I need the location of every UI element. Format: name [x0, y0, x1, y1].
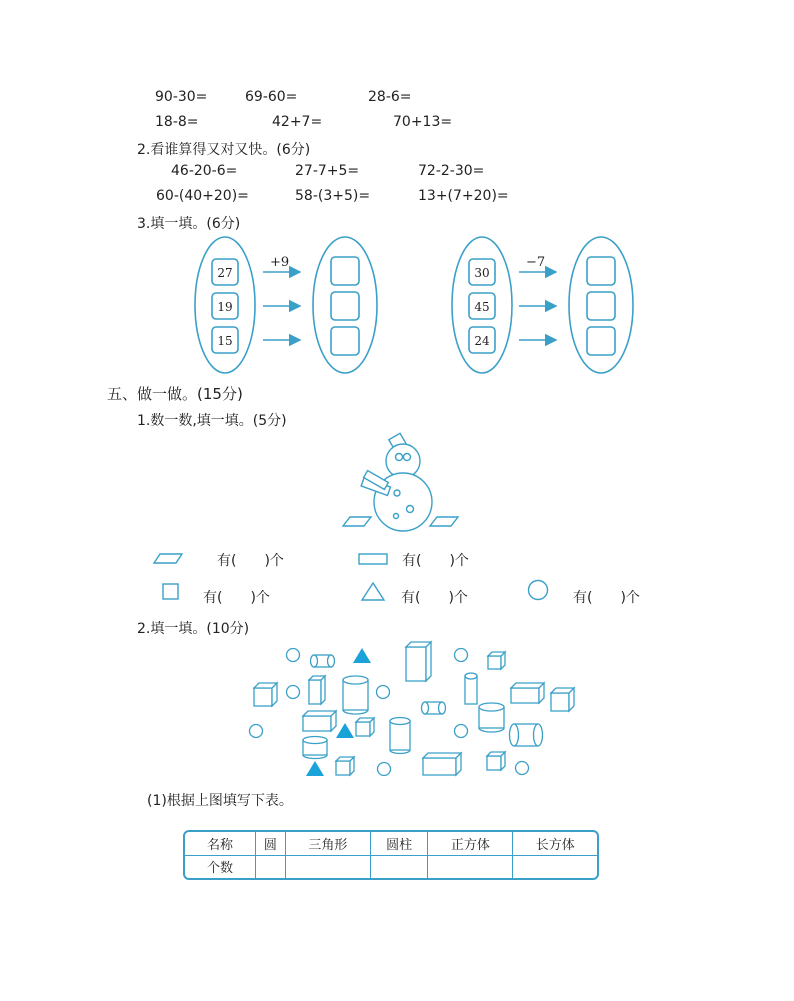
cylinder-shape — [390, 718, 410, 754]
equation-4: 18-8= — [155, 114, 199, 130]
button-circle — [394, 490, 400, 496]
cuboid-shape — [303, 711, 336, 731]
sub-question-1: (1)根据上图填写下表。 — [147, 793, 293, 809]
circle-shape — [287, 686, 300, 699]
equation-12: 13+(7+20)= — [418, 188, 509, 204]
circle-shape — [287, 649, 300, 662]
answer-cell-triangle[interactable] — [285, 855, 370, 878]
count-square[interactable]: 有( )个 — [203, 590, 270, 606]
eye-circle — [404, 454, 411, 461]
question-2-title: 2.看谁算得又对又快。(6分) — [137, 142, 311, 158]
cylinder-shape — [343, 676, 368, 714]
circle-shape — [378, 763, 391, 776]
cuboid-shape — [423, 753, 461, 775]
scattered-shapes — [250, 642, 575, 776]
cylinder-shape — [422, 702, 446, 714]
answer-cell-cuboid[interactable] — [513, 855, 597, 878]
square-icon — [163, 584, 178, 599]
table-row-label: 个数 — [185, 855, 256, 878]
equation-2: 69-60= — [245, 89, 298, 105]
equation-10: 60-(40+20)= — [156, 188, 249, 204]
answer-box[interactable] — [587, 292, 615, 320]
answer-cell-circle[interactable] — [256, 855, 286, 878]
input-value: 19 — [217, 300, 233, 314]
cube-shape — [487, 752, 505, 770]
table-header: 圆柱 — [370, 832, 427, 855]
table-header: 长方体 — [513, 832, 597, 855]
answer-box[interactable] — [331, 327, 359, 355]
button-circle — [394, 514, 399, 519]
ground-parallelogram — [343, 517, 371, 526]
question-1-title: 1.数一数,填一填。(5分) — [137, 413, 287, 429]
equation-7: 46-20-6= — [171, 163, 238, 179]
answer-box[interactable] — [331, 292, 359, 320]
question-3-title: 3.填一填。(6分) — [137, 216, 241, 232]
answer-box[interactable] — [331, 257, 359, 285]
count-triangle[interactable]: 有( )个 — [401, 590, 468, 606]
cube-shape — [254, 683, 277, 706]
count-rectangle[interactable]: 有( )个 — [402, 553, 469, 569]
eye-circle — [396, 454, 403, 461]
equation-5: 42+7= — [272, 114, 323, 130]
question-2-title-b: 2.填一填。(10分) — [137, 621, 250, 637]
circle-shape — [455, 649, 468, 662]
shape-count-table — [183, 830, 599, 880]
cube-shape — [551, 688, 574, 711]
equation-3: 28-6= — [368, 89, 412, 105]
cylinder-shape — [465, 673, 477, 704]
table-header: 圆 — [256, 832, 286, 855]
cube-shape — [336, 757, 354, 775]
parallelogram-icon — [154, 554, 182, 563]
input-value: 45 — [474, 300, 490, 314]
equation-1: 90-30= — [155, 89, 208, 105]
triangle-icon — [362, 583, 384, 600]
input-value: 15 — [217, 334, 233, 348]
cube-shape — [488, 652, 505, 669]
button-circle — [407, 506, 414, 513]
input-value: 24 — [474, 334, 490, 348]
circle-shape — [455, 725, 468, 738]
table-header: 正方体 — [428, 832, 513, 855]
input-value: 27 — [217, 266, 233, 280]
operation-label-right: −7 — [526, 255, 546, 270]
cube-shape — [356, 718, 374, 736]
triangle-shape — [336, 723, 354, 738]
snowman-figure — [343, 433, 458, 531]
circle-shape — [377, 686, 390, 699]
equation-6: 70+13= — [393, 114, 453, 130]
circle-icon — [529, 581, 548, 600]
answer-box[interactable] — [587, 327, 615, 355]
input-value: 30 — [474, 266, 490, 280]
circle-shape — [250, 725, 263, 738]
equation-9: 72-2-30= — [418, 163, 485, 179]
table-header: 三角形 — [285, 832, 370, 855]
section-5-title: 五、做一做。(15分) — [107, 385, 243, 403]
table-header: 名称 — [185, 832, 256, 855]
circle-shape — [516, 762, 529, 775]
ground-parallelogram — [430, 517, 458, 526]
count-parallelogram[interactable]: 有( )个 — [217, 553, 284, 569]
cuboid-shape — [511, 683, 544, 703]
cylinder-shape — [479, 703, 504, 732]
answer-box[interactable] — [587, 257, 615, 285]
count-circle[interactable]: 有( )个 — [573, 590, 640, 606]
operation-label-left: +9 — [270, 255, 290, 270]
answer-cell-cylinder[interactable] — [370, 855, 427, 878]
triangle-shape — [353, 648, 371, 663]
equation-8: 27-7+5= — [295, 163, 360, 179]
equation-11: 58-(3+5)= — [295, 188, 371, 204]
cylinder-shape — [311, 655, 335, 667]
answer-cell-cube[interactable] — [428, 855, 513, 878]
cuboid-shape — [309, 676, 325, 704]
cylinder-shape — [510, 724, 543, 746]
cylinder-shape — [303, 737, 327, 759]
cuboid-shape — [406, 642, 431, 681]
rectangle-icon — [359, 554, 387, 564]
triangle-shape — [306, 761, 324, 776]
